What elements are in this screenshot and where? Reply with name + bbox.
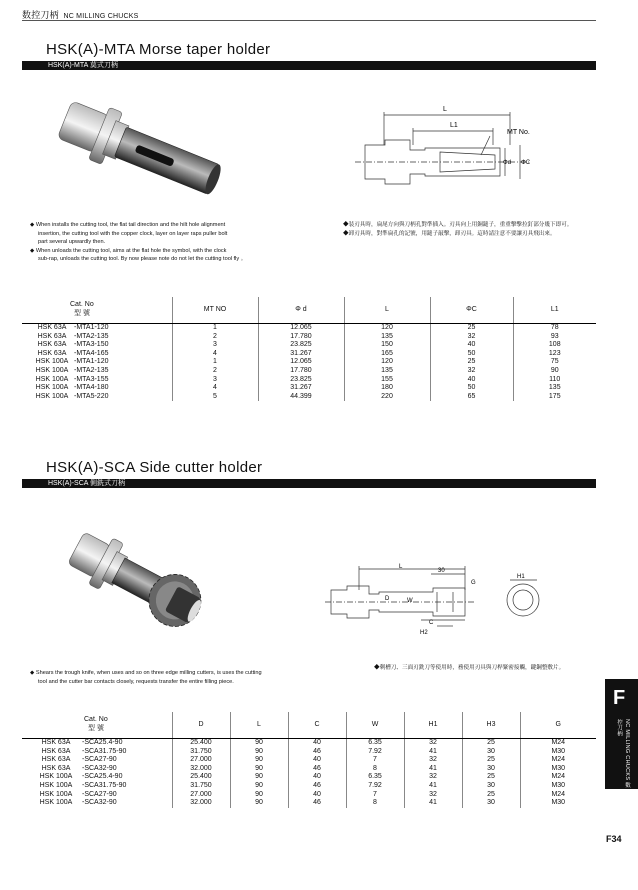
col-header: H1 (404, 712, 462, 739)
spec-value-cell: 2 (172, 367, 258, 376)
table-row (22, 739, 596, 748)
spec-value-cell: 25 (430, 358, 513, 367)
spec-value-cell: M30 (520, 782, 596, 791)
spec-value-cell: 30 (462, 799, 520, 808)
model-code-cell: -MTA3-155 (74, 375, 109, 383)
col-header: MT NO (172, 297, 258, 324)
holder-size-cell: HSK 63A (37, 349, 67, 357)
spec-value-cell: 41 (404, 765, 462, 774)
spec-value-cell: 44.399 (258, 393, 344, 402)
holder-size-cell: HSK 63A (41, 747, 71, 755)
spec-value-cell: M24 (520, 773, 596, 782)
header-rule (22, 20, 596, 21)
spec-value-cell: 90 (230, 756, 288, 765)
mta-spec-table (22, 297, 596, 401)
label-mt-no: MT No. (507, 129, 530, 136)
spec-value-cell: 32.000 (172, 765, 230, 774)
spec-value-cell: 31.267 (258, 384, 344, 393)
spec-value-cell: 90 (230, 748, 288, 757)
col-header: L1 (513, 297, 596, 324)
spec-value-cell: M24 (520, 791, 596, 800)
model-code-cell: -SCA32-90 (82, 764, 117, 772)
spec-value-cell: 8 (346, 799, 404, 808)
spec-value-cell: 78 (513, 324, 596, 333)
model-code-cell: -SCA31.75-90 (82, 747, 127, 755)
section2-subtitle: HSK(A)-SCA 側銑式刀柄 (48, 480, 126, 487)
model-code-cell: -SCA25.4-90 (82, 739, 123, 746)
spec-value-cell: 3 (172, 341, 258, 350)
holder-size-cell: HSK 100A (35, 358, 69, 366)
spec-value-cell: 40 (288, 756, 346, 765)
table-row (22, 350, 596, 359)
holder-size-cell: HSK 100A (39, 790, 73, 798)
dim-G: G (471, 580, 476, 586)
note-line: ◆ When installs the cutting tool, the flat tail direction and the hilt hole alignment (30, 222, 226, 228)
holder-size-cell: HSK 100A (35, 366, 69, 374)
holder-size-cell: HSK 100A (39, 781, 73, 789)
col-header: L (344, 297, 430, 324)
table-row (22, 358, 596, 367)
spec-value-cell: 40 (288, 791, 346, 800)
dim-phi-c: ΦC (521, 160, 531, 166)
spec-value-cell: 1 (172, 324, 258, 333)
note-line: ◆卸刃具時，對準扁孔的記號，用鎚子敲擊，卸刃具。這時請注意不要讓刃具飛出來。 (343, 230, 556, 237)
model-code-cell: -SCA32-90 (82, 799, 117, 807)
holder-size-cell: HSK 100A (39, 799, 73, 807)
spec-value-cell: 12.065 (258, 324, 344, 333)
chapter-letter: F (613, 687, 626, 709)
model-code-cell: -MTA1-120 (74, 324, 109, 331)
col-header: Φ d (258, 297, 344, 324)
spec-value-cell: 31.750 (172, 782, 230, 791)
spec-value-cell: 180 (344, 384, 430, 393)
table-row (22, 324, 596, 333)
spec-value-cell: 135 (344, 333, 430, 342)
note-line: ◆ When unloads the cutting tool, aims at the flat hole the symbol, with the clock (30, 247, 227, 254)
col-header: D (172, 712, 230, 739)
spec-value-cell: 31.267 (258, 350, 344, 359)
spec-value-cell: 32 (404, 791, 462, 800)
model-code-cell: -SCA27-90 (82, 756, 117, 764)
table-row (22, 341, 596, 350)
col-header: C (288, 712, 346, 739)
spec-value-cell: 8 (346, 765, 404, 774)
holder-size-cell: HSK 63A (37, 332, 67, 340)
table-row (22, 782, 596, 791)
table-row (22, 748, 596, 757)
section1-notes-en (30, 221, 330, 264)
spec-value-cell: 90 (230, 765, 288, 774)
spec-value-cell: 110 (513, 376, 596, 385)
cat-no-header (22, 712, 172, 739)
model-code-cell: -MTA5-220 (74, 392, 109, 400)
morse-taper-technical-drawing (355, 100, 535, 190)
chapter-label: NC MILLING CHUCKS 數控刀柄 (616, 719, 630, 788)
spec-value-cell: 2 (172, 333, 258, 342)
spec-value-cell: 25 (462, 773, 520, 782)
spec-value-cell: 25 (462, 791, 520, 800)
spec-value-cell: 31.750 (172, 748, 230, 757)
col-header: L (230, 712, 288, 739)
spec-value-cell: 17.780 (258, 333, 344, 342)
spec-value-cell: 40 (430, 341, 513, 350)
spec-value-cell: 40 (288, 739, 346, 748)
section1-subtitle: HSK(A)-MTA 莫式刀柄 (48, 62, 118, 69)
spec-value-cell: 41 (404, 799, 462, 808)
note-line: sub-rap, unloads the cutting tool. By now please note do not let the cutting tool fly 。 (38, 256, 247, 263)
table-row (22, 799, 596, 808)
spec-value-cell: 32 (404, 739, 462, 748)
spec-value-cell: 25 (462, 756, 520, 765)
spec-value-cell: 90 (230, 739, 288, 748)
spec-value-cell: 46 (288, 799, 346, 808)
dim-L1: L1 (450, 122, 458, 129)
dim-W: W (407, 598, 413, 604)
spec-value-cell: 27.000 (172, 756, 230, 765)
col-header: H3 (462, 712, 520, 739)
spec-value-cell: 108 (513, 341, 596, 350)
spec-value-cell: 46 (288, 748, 346, 757)
spec-value-cell: 90 (230, 782, 288, 791)
spec-value-cell: M30 (520, 765, 596, 774)
note-line: ◆装刃具時，扁尾方向與刀柄孔對準插入。刃具向上用銅鎚子，重重擊擊拉釘部分幾下即可。 (343, 222, 573, 228)
model-code-cell: -MTA2-135 (74, 332, 109, 340)
section1-notes-cn (343, 221, 603, 238)
holder-size-cell: HSK 100A (35, 375, 69, 383)
chapter-tab (605, 679, 638, 789)
section2-title: HSK(A)-SCA Side cutter holder (46, 459, 263, 476)
spec-value-cell: 65 (430, 393, 513, 402)
dim-phi-d: Φd (503, 160, 512, 166)
spec-value-cell: M24 (520, 756, 596, 765)
spec-value-cell: 120 (344, 358, 430, 367)
spec-value-cell: 50 (430, 384, 513, 393)
dim-D: D (385, 596, 390, 602)
sca-spec-table (22, 712, 596, 808)
dim-H1: H1 (517, 574, 525, 580)
table-row (22, 765, 596, 774)
morse-taper-holder-photo (40, 86, 230, 216)
side-cutter-technical-drawing (325, 560, 550, 638)
spec-value-cell: 23.825 (258, 341, 344, 350)
section2-subtitle-bar (22, 479, 596, 488)
spec-value-cell: 7.92 (346, 782, 404, 791)
holder-size-cell: HSK 63A (41, 756, 71, 764)
spec-value-cell: 7 (346, 756, 404, 765)
cat-no-header (22, 297, 172, 324)
spec-value-cell: 7.92 (346, 748, 404, 757)
spec-value-cell: 5 (172, 393, 258, 402)
section2-notes-cn (374, 664, 599, 673)
note-line: tool and the cutter bar contacts closely, requests transfer the entire filling piece. (38, 678, 234, 685)
spec-value-cell: 17.780 (258, 367, 344, 376)
spec-value-cell: 30 (462, 782, 520, 791)
holder-size-cell: HSK 63A (37, 341, 67, 349)
spec-value-cell: 6.35 (346, 773, 404, 782)
note-line: ◆剩槽刀、三面刃銑刀等使用時，務使用刃具與刀桿緊密接觸，鍵鋼整敷片。 (374, 665, 565, 671)
model-code-cell: -MTA4-180 (74, 384, 109, 392)
spec-value-cell: 123 (513, 350, 596, 359)
cat-no-en: Cat. No (70, 301, 94, 309)
spec-value-cell: 41 (404, 748, 462, 757)
spec-value-cell: 93 (513, 333, 596, 342)
dim-C: C (429, 620, 434, 626)
spec-value-cell: 32 (404, 773, 462, 782)
holder-size-cell: HSK 63A (41, 764, 71, 772)
spec-value-cell: 32 (430, 333, 513, 342)
dim-L: L (443, 106, 447, 113)
spec-value-cell: 90 (230, 773, 288, 782)
model-code-cell: -MTA2-135 (74, 366, 109, 374)
spec-value-cell: 40 (288, 773, 346, 782)
spec-value-cell: 23.825 (258, 376, 344, 385)
spec-value-cell: 1 (172, 358, 258, 367)
spec-value-cell: 220 (344, 393, 430, 402)
header-title-en: NC MILLING CHUCKS (63, 13, 139, 20)
spec-value-cell: 7 (346, 791, 404, 800)
model-code-cell: -SCA25.4-90 (82, 773, 123, 781)
spec-value-cell: 90 (230, 799, 288, 808)
holder-size-cell: HSK 100A (35, 384, 69, 392)
holder-size-cell: HSK 100A (35, 392, 69, 400)
spec-value-cell: 90 (230, 791, 288, 800)
table-row (22, 773, 596, 782)
holder-size-cell: HSK 63A (37, 324, 67, 331)
cat-no-cn: 型 號 (88, 725, 104, 732)
spec-value-cell: 32 (404, 756, 462, 765)
spec-value-cell: 6.35 (346, 739, 404, 748)
cat-no-cn: 型 號 (74, 310, 90, 317)
section2-notes-en (30, 669, 350, 686)
holder-size-cell: HSK 63A (41, 739, 71, 746)
model-code-cell: -MTA4-165 (74, 349, 109, 357)
side-cutter-holder-photo (55, 526, 220, 646)
spec-value-cell: 41 (404, 782, 462, 791)
spec-value-cell: 25.400 (172, 739, 230, 748)
section1-subtitle-bar (22, 61, 596, 70)
model-code-cell: -SCA31.75-90 (82, 781, 127, 789)
spec-value-cell: 175 (513, 393, 596, 402)
cat-no-en: Cat. No (84, 716, 108, 724)
model-code-cell: -MTA3-150 (74, 341, 109, 349)
dim-L: L (399, 564, 403, 570)
spec-value-cell: M30 (520, 748, 596, 757)
spec-value-cell: 25 (462, 739, 520, 748)
spec-value-cell: 135 (344, 367, 430, 376)
table-row (22, 376, 596, 385)
header-title-cn: 数控刀柄 (22, 10, 59, 20)
spec-value-cell: 12.065 (258, 358, 344, 367)
table-row (22, 333, 596, 342)
page-number: F34 (606, 834, 622, 844)
note-line: insertion, the cutting tool with the copper clock, layer on layer raps puller bolt (38, 230, 228, 237)
table-row (22, 791, 596, 800)
spec-value-cell: 40 (430, 376, 513, 385)
spec-value-cell: 4 (172, 350, 258, 359)
spec-value-cell: 27.000 (172, 791, 230, 800)
table-row (22, 384, 596, 393)
spec-value-cell: M24 (520, 739, 596, 748)
dim-30: 30 (438, 568, 445, 574)
spec-value-cell: 50 (430, 350, 513, 359)
col-header: ΦC (430, 297, 513, 324)
model-code-cell: -SCA27-90 (82, 790, 117, 798)
spec-value-cell: 150 (344, 341, 430, 350)
spec-value-cell: 46 (288, 782, 346, 791)
spec-value-cell: 25.400 (172, 773, 230, 782)
spec-value-cell: 135 (513, 384, 596, 393)
holder-size-cell: HSK 100A (39, 773, 73, 781)
spec-value-cell: 30 (462, 748, 520, 757)
spec-value-cell: 155 (344, 376, 430, 385)
dim-H2: H2 (420, 630, 428, 636)
spec-value-cell: 90 (513, 367, 596, 376)
note-line: ◆ Shears the trough knife, when uses and so on three edge milling cutters, is uses the cutting (30, 670, 262, 676)
spec-value-cell: 32 (430, 367, 513, 376)
spec-value-cell: 46 (288, 765, 346, 774)
spec-value-cell: 75 (513, 358, 596, 367)
spec-value-cell: 30 (462, 765, 520, 774)
spec-value-cell: 32.000 (172, 799, 230, 808)
section1-title: HSK(A)-MTA Morse taper holder (46, 41, 271, 58)
table-row (22, 393, 596, 402)
spec-value-cell: 120 (344, 324, 430, 333)
note-line: part several upwardly then. (38, 239, 106, 246)
table-row (22, 367, 596, 376)
table-row (22, 756, 596, 765)
model-code-cell: -MTA1-120 (74, 358, 109, 366)
spec-value-cell: 165 (344, 350, 430, 359)
spec-value-cell: M30 (520, 799, 596, 808)
col-header: G (520, 712, 596, 739)
spec-value-cell: 25 (430, 324, 513, 333)
spec-value-cell: 3 (172, 376, 258, 385)
spec-value-cell: 4 (172, 384, 258, 393)
col-header: W (346, 712, 404, 739)
